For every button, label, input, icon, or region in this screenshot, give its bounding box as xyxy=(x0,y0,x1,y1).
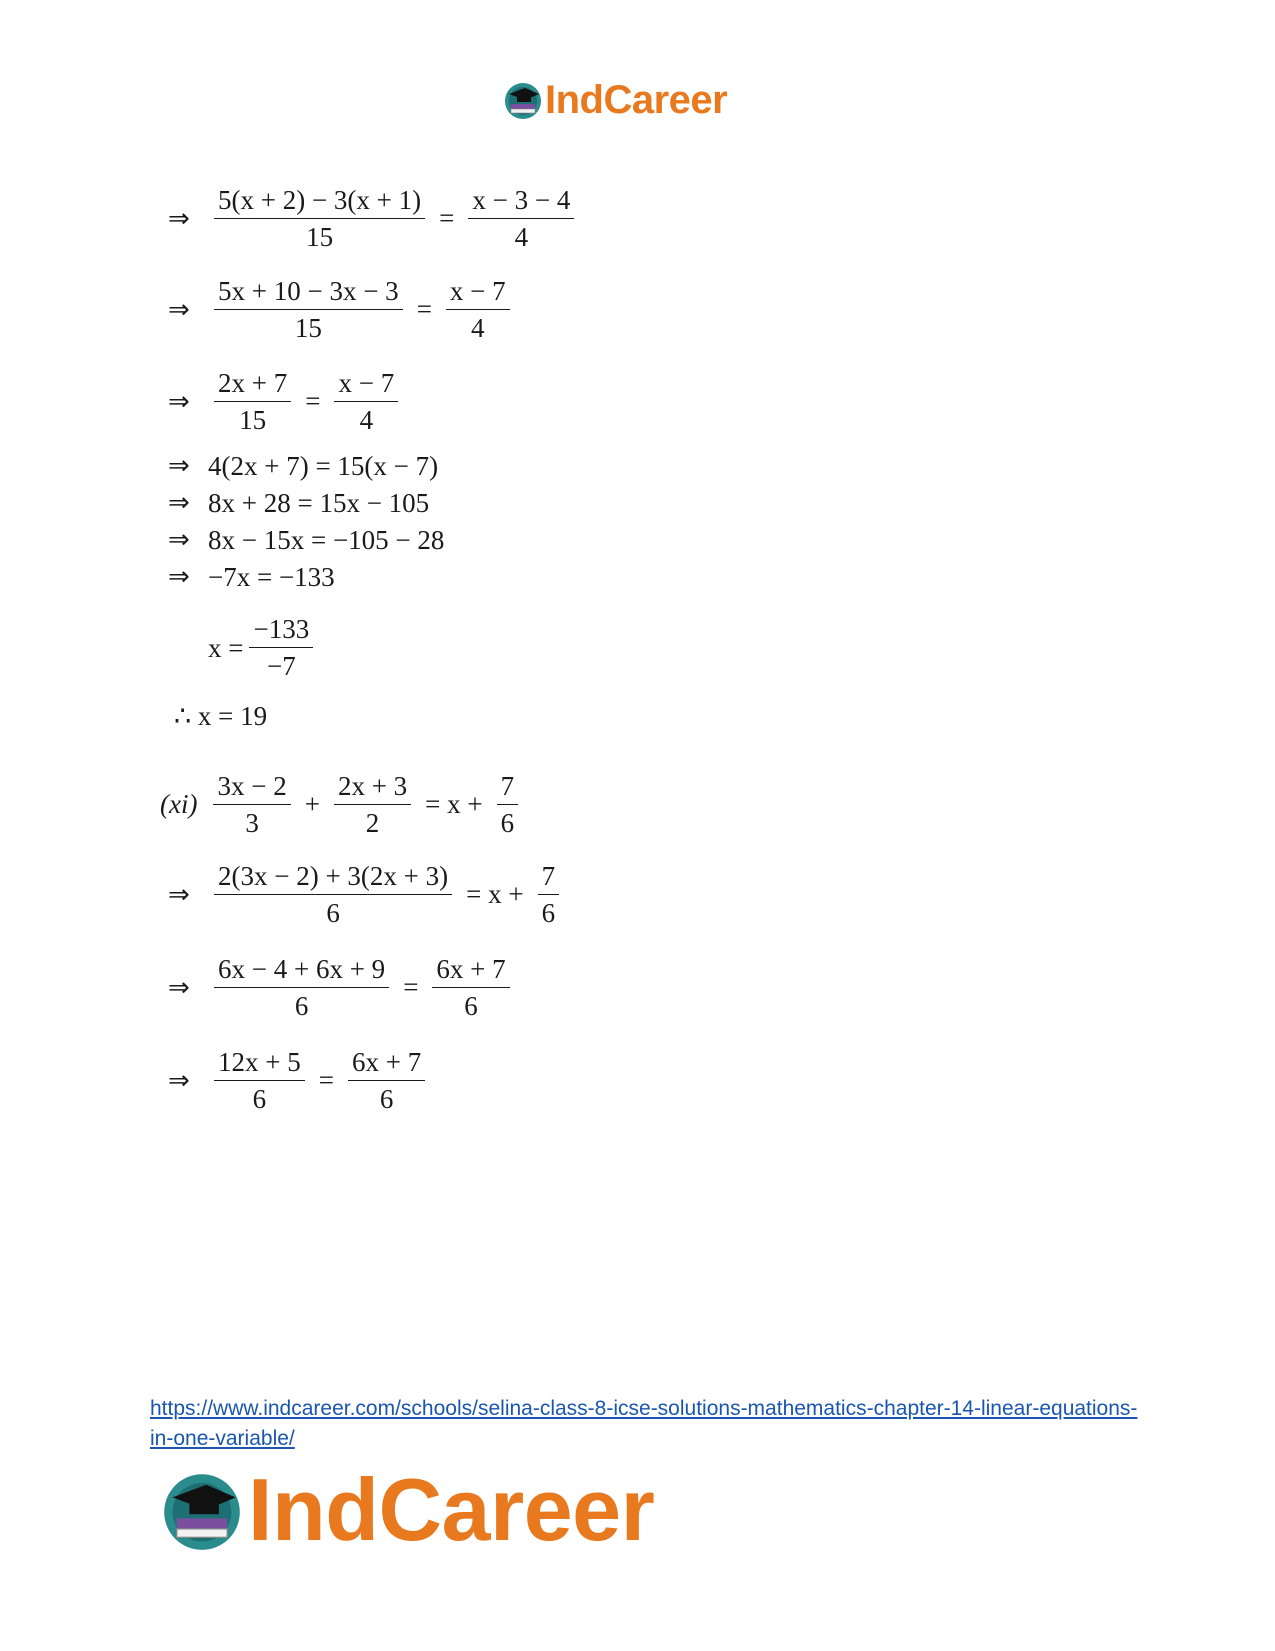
fraction: $\frac{2x + 3}{2}$ xyxy=(334,770,411,839)
logo-text: IndCareer xyxy=(545,78,728,122)
fraction: $\frac{-133}{-7}$ xyxy=(249,613,313,682)
xi-step-2: ⇒ $\frac{6x - 4 + 6x + 9}{6}$ = $\frac{6x + 7}{6}$ xyxy=(168,953,516,1022)
step-6: ⇒ 8x − 15x = −105 − 28 xyxy=(168,525,445,555)
fraction: $\frac{3x - 2}{3}$ xyxy=(213,770,290,839)
implies-symbol: ⇒ xyxy=(168,294,190,325)
step-3: ⇒ $\frac{2x + 7}{15}$ = $\frac{x - 7}{4}$ xyxy=(168,367,404,436)
fraction: $\frac{12x + 5}{6}$ xyxy=(214,1046,305,1115)
fraction: $\frac{7}{6}$ xyxy=(538,860,560,929)
step-7: ⇒ −7x = −133 xyxy=(168,562,335,592)
fraction: $\frac{7}{6}$ xyxy=(497,770,519,839)
implies-symbol: ⇒ xyxy=(168,1065,190,1096)
fraction: $\frac{2(3x - 2) + 3(2x + 3)}{6}$ xyxy=(214,860,452,929)
fraction: $\frac{6x - 4 + 6x + 9}{6}$ xyxy=(214,953,389,1022)
question-xi: (xi) $\frac{3x - 2}{3}$ + $\frac{2x + 3}{2}$ = x + $\frac{7}{6}$ xyxy=(160,770,524,839)
implies-symbol: ⇒ xyxy=(168,879,190,910)
implies-symbol: ⇒ xyxy=(168,488,190,518)
question-label: (xi) xyxy=(160,789,198,819)
implies-symbol: ⇒ xyxy=(168,386,190,417)
step-2: ⇒ $\frac{5x + 10 - 3x - 3}{15}$ = $\frac{x - 7}{4}$ xyxy=(168,275,516,344)
footer-logo xyxy=(160,1460,655,1559)
graduation-cap-book-icon xyxy=(503,80,543,120)
fraction: $\frac{x - 7}{4}$ xyxy=(334,367,398,436)
source-link[interactable]: https://www.indcareer.com/schools/selina-class-8-icse-solutions-mathematics-chapter-14-linear-equations-in-one-variable/ xyxy=(150,1397,1138,1450)
fraction: $\frac{x - 7}{4}$ xyxy=(446,275,510,344)
fraction: $\frac{6x + 7}{6}$ xyxy=(432,953,509,1022)
step-5: ⇒ 8x + 28 = 15x − 105 xyxy=(168,488,430,518)
header-logo xyxy=(503,80,727,120)
step-8: x = $\frac{-133}{-7}$ xyxy=(208,613,319,682)
step-4: ⇒ 4(2x + 7) = 15(x − 7) xyxy=(168,451,439,481)
xi-step-3: ⇒ $\frac{12x + 5}{6}$ = $\frac{6x + 7}{6}$ xyxy=(168,1046,431,1115)
implies-symbol: ⇒ xyxy=(168,451,190,481)
fraction: $\frac{5x + 10 - 3x - 3}{15}$ xyxy=(214,275,403,344)
conclusion: ∴ x = 19 xyxy=(174,701,268,731)
implies-symbol: ⇒ xyxy=(168,203,190,234)
xi-step-1: ⇒ $\frac{2(3x - 2) + 3(2x + 3)}{6}$ = x + $\frac{7}{6}$ xyxy=(168,860,565,929)
fraction: $\frac{2x + 7}{15}$ xyxy=(214,367,291,436)
fraction: $\frac{6x + 7}{6}$ xyxy=(348,1046,425,1115)
implies-symbol: ⇒ xyxy=(168,525,190,555)
fraction: $\frac{5(x + 2) - 3(x + 1)}{15}$ xyxy=(214,184,425,253)
fraction: $\frac{x - 3 - 4}{4}$ xyxy=(468,184,574,253)
logo-text: IndCareer xyxy=(248,1460,655,1559)
graduation-cap-book-icon xyxy=(160,1468,244,1552)
implies-symbol: ⇒ xyxy=(168,972,190,1003)
step-1: ⇒ $\frac{5(x + 2) - 3(x + 1)}{15}$ = $\frac{x - 3 - 4}{4}$ xyxy=(168,184,580,253)
implies-symbol: ⇒ xyxy=(168,562,190,592)
